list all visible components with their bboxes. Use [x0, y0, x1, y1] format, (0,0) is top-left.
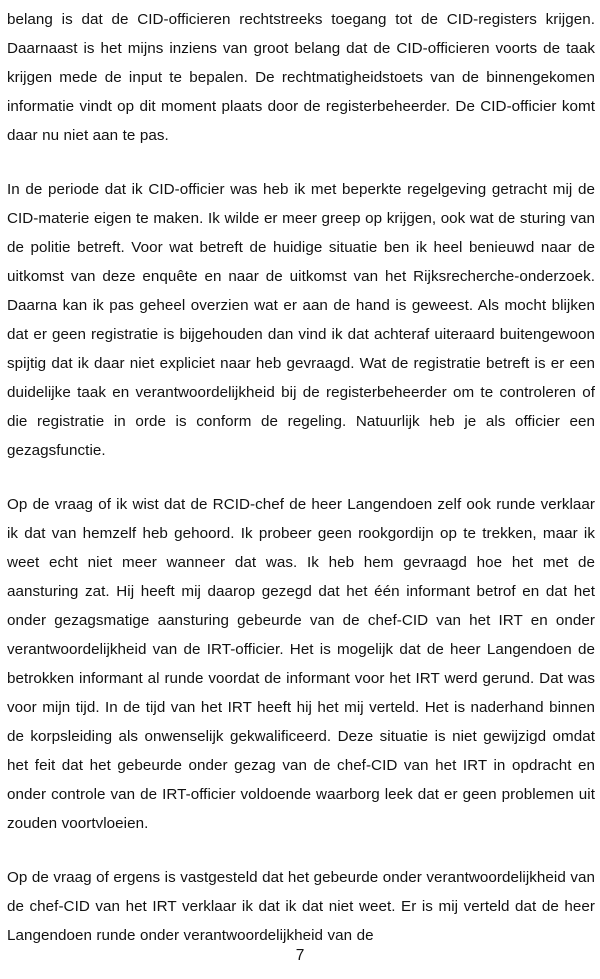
page-number: 7 [295, 947, 305, 964]
paragraph-2: In de periode dat ik CID-officier was heb ik met beperkte regelgeving getracht mij de CID-materie eigen te maken. Ik wilde er meer greep op krijgen, ook wat de sturing van de politie betreft. Voor wat betreft de huidige situatie ben ik heel benieuwd naar de uitkomst van deze enquête en naar de uitkomst van het Rijksrecherche-onderzoek. Daarna kan ik pas geheel overzien wat er aan de hand is geweest. Als mocht blijken dat er geen registratie is bijgehouden dan vind ik dat achteraf uiteraard buitengewoon spijtig dat ik daar niet expliciet naar heb gevraagd. Wat de registratie betreft is er een duidelijke taak en verantwoordelijkheid bij de registerbeheerder om te controleren of die registratie in orde is conform de regeling. Natuurlijk heb je als officier een gezagsfunctie. [7, 181, 595, 459]
document-body [7, 0, 595, 950]
paragraph-1: belang is dat de CID-officieren rechtstreeks toegang tot de CID-registers krijgen. Daarnaast is het mijns inziens van groot belang dat de CID-officieren voorts de taak krijgen mede de input te bepalen. De rechtmatigheidstoets van de binnengekomen informatie vindt op dit moment plaats door de registerbeheerder. De CID-officier komt daar nu niet aan te pas. [7, 11, 595, 144]
paragraph-3: Op de vraag of ik wist dat de RCID-chef de heer Langendoen zelf ook runde verklaar ik dat van hemzelf heb gehoord. Ik probeer geen rookgordijn op te trekken, maar ik weet echt niet meer wanneer dat was. Ik heb hem gevraagd hoe het met de aansturing zat. Hij heeft mij daarop gezegd dat het één informant betrof en dat het onder gezagsmatige aansturing gebeurde van de chef-CID van het IRT en onder verantwoordelijkheid van de IRT-officier. Het is mogelijk dat de heer Langendoen de betrokken informant al runde voordat de informant voor het IRT werd gerund. Dat was voor mijn tijd. In de tijd van het IRT heeft hij het mij verteld. Het is naderhand binnen de korpsleiding als onwenselijk gekwalificeerd. Deze situatie is niet gewijzigd omdat het feit dat het gebeurde onder gezag van de chef-CID van het IRT in opdracht en onder controle van de IRT-officier voldoende waarborg leek dat er geen problemen uit zouden voortvloeien. [7, 496, 595, 832]
paragraph-4: Op de vraag of ergens is vastgesteld dat het gebeurde onder verantwoordelijkheid van de chef-CID van het IRT verklaar ik dat ik dat niet weet. Er is mij verteld dat de heer Langendoen runde onder verantwoordelijkheid van de [7, 869, 595, 944]
